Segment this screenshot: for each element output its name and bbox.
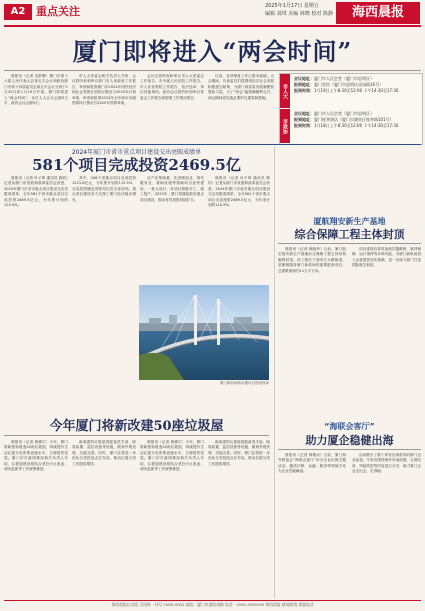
npc-label: 市人大	[280, 74, 290, 108]
main-article-col-3: 会议还将听取和审议市人大常委会工作报告、市中级人民法院工作报告、市人民检察院工作报告，依法选举，审议其他事项。政协会议将听取和审议常委会工作报告和提案工作情况报告。	[140, 74, 204, 100]
main-headline: 厦门即将进入“两会时间”	[72, 37, 353, 66]
column-separator	[274, 146, 275, 598]
section-divider	[4, 144, 421, 145]
footer-text: 海西晨报社出版 全国统一刊号 CN35-0052 地址：厦门市湖滨南路 电话：0592-5555555 海西晨报 新闻热线 客服电话	[111, 602, 314, 607]
main-article-col-4: 目前，各项筹备工作已基本就绪。大会期间，代表委员们将围绕经济社会发展积极建言献策，为厦门高质量发展凝聚智慧和力量。为了“两会”能圆满顺利召开，两会期间将实施必要的交通管制措施。	[208, 74, 274, 100]
feature-col-1: 晨报讯（记者 林晓丹）日前，厦门航空翔安新生产基地综合保障工程主体结构顺利封顶。该工程位于翔安区大嶝街道，是厦航服务厦门新机场的重要配套项目，总建筑面积约11万平方米。	[278, 247, 346, 273]
newspaper-logo: 海西晨报	[336, 2, 420, 24]
npc-info: 会议地址：厦门市人民会堂（厦门市思明区） 报到地址：厦门宾馆（厦门市思明区虎园路16号） 报到时间：1月19日上午8:30至12:00 下午14:30至17:30	[294, 76, 399, 93]
garbage-col-1: 晨报讯（记者 黄镇宇）今年，厦门将新建和改造50座垃圾屋，持续提升生活垃圾分类收集设施水平，方便居民投放。厦门市市政园林局相关负责人介绍，垃圾屋建设将结合老旧小区改造、城市更新等工作统筹推进。	[4, 440, 68, 472]
court-headline: 助力厦企稳健出海	[305, 434, 394, 447]
issue-date: 2025年1月17日 星期五	[265, 3, 319, 9]
court-divider	[278, 449, 421, 450]
headline-divider	[4, 70, 421, 71]
section-title: 重点关注	[36, 5, 80, 18]
feature-divider	[278, 243, 421, 244]
garbage-col-4: 新改建的垃圾屋将配备洗手池、除臭装置、监控设备等设施，做到外观美观、功能完善。同时，厦门还将进一步优化分类投放点位布局，推动垃圾分类工作提质增效。	[208, 440, 270, 466]
page-number-tag: A2	[4, 4, 32, 20]
photo-caption: 厦门新机场航站楼项目建设现场	[220, 381, 269, 385]
projects-subhead: 2024年厦门市省市重点项目建设交出亮眼成绩单	[71, 149, 202, 156]
main-article-col-2: 市人大常委会相关负责人介绍，会议将听取和审议厦门市人民政府工作报告，审查和批准厦门市2024年国民经济和社会发展计划执行情况与2025年计划草案，审查和批准2024年全市和市本级预算执行情况与2025年预算草案。	[72, 74, 136, 106]
editor-credits: 编辑 刘琪 美编 林晓 校对 陈静	[265, 11, 333, 17]
meeting-info-box	[279, 73, 423, 145]
bridge-photo	[139, 285, 269, 380]
projects-col-1: 晨报讯（记者 叶子琦 通讯员 顾钧）记者从厦门市发展和改革委员会获悉，2024年厦门市省市重点项目建设交出亮眼成绩单，全年581个省市重点项目完成投资2469.5亿元，为年度计划的110.9%。	[4, 176, 68, 208]
court-kicker: “海联会客厅”	[324, 422, 375, 431]
footer-divider	[4, 600, 421, 601]
garbage-divider	[4, 435, 269, 436]
main-article-col-1: 晨报讯（记者 吴舒琳）厦门市第十六届人民代表大会第五次会议和政协厦门市第十四届委员会第五次会议分别于1月20日和1月19日开幕，厦门即将进入“两会时间”。本次人大会议会期3天半，政协会议会期3天。	[4, 74, 68, 106]
garbage-col-3: 晨报讯（记者 黄镇宇）今年，厦门将新建和改造50座垃圾屋，持续提升生活垃圾分类收集设施水平，方便居民投放。厦门市市政园林局相关负责人介绍，垃圾屋建设将结合老旧小区改造、城市更新等工作统筹推进。	[140, 440, 204, 472]
header-divider	[4, 25, 421, 27]
garbage-headline: 今年厦门将新改建50座垃圾屋	[49, 419, 224, 434]
feature-kicker: 厦航翔安新生产基地	[313, 217, 386, 226]
cppcc-label: 市政协	[280, 109, 290, 143]
feature-col-2: 项目建成后将具备航空器维修、航材保障、运行指挥等多种功能，为厦门新机场投入运营提供坚实保障，进一步助力厦门打造国际航空枢纽。	[352, 247, 421, 268]
court-col-1: 晨报讯（记者 林雅贞）日前，厦门海外联谊会“海联会客厅”举办企业出海主题活动，邀请法律、金融、税务等领域专家为企业答疑解惑。	[278, 453, 346, 474]
court-col-2: 活动吸引了数十家有出海需求的厦门企业参加。专家们围绕海外市场拓展、合规经营、风险防范等内容进行分享，助力厦门企业走出去、走得稳。	[352, 453, 421, 474]
feature-headline: 综合保障工程主体封顶	[294, 228, 405, 241]
projects-col-3: 从产业领域看，先进制造业、现代服务业、基础设施等领域项目加快建设，一批大项目、好项目相继开工、竣工投产。2025年，厦门将继续抓好重点项目建设，推动有效投资持续扩大。	[140, 176, 204, 202]
projects-col-3b: 晨报讯（记者 叶子琦 通讯员 顾钧）记者从厦门市发展和改革委员会获悉，2024年厦门市省市重点项目建设交出亮眼成绩单，全年581个省市重点项目完成投资2469.5亿元，为年度计划的110.9%。	[208, 176, 270, 208]
cppcc-info: 会议地址：厦门市人民会堂（厦门市思明区） 报到地址：厦门悦华酒店（厦门市湖里区悦华路101号） 报到时间：1月18日上午8:30至12:00 下午14:30至17:30	[294, 111, 399, 128]
garbage-col-2: 新改建的垃圾屋将配备洗手池、除臭装置、监控设备等设施，做到外观美观、功能完善。同时，厦门还将进一步优化分类投放点位布局，推动垃圾分类工作提质增效。	[72, 440, 136, 466]
projects-headline: 581个项目完成投资2469.5亿	[32, 156, 241, 174]
projects-col-2: 其中，206个省重点项目完成投资1221.6亿元，为年度计划的115.5%，完成投资额及进度均位居全省前列。重点项目建设有力支撑了厦门经济稳步增长。	[72, 176, 136, 202]
